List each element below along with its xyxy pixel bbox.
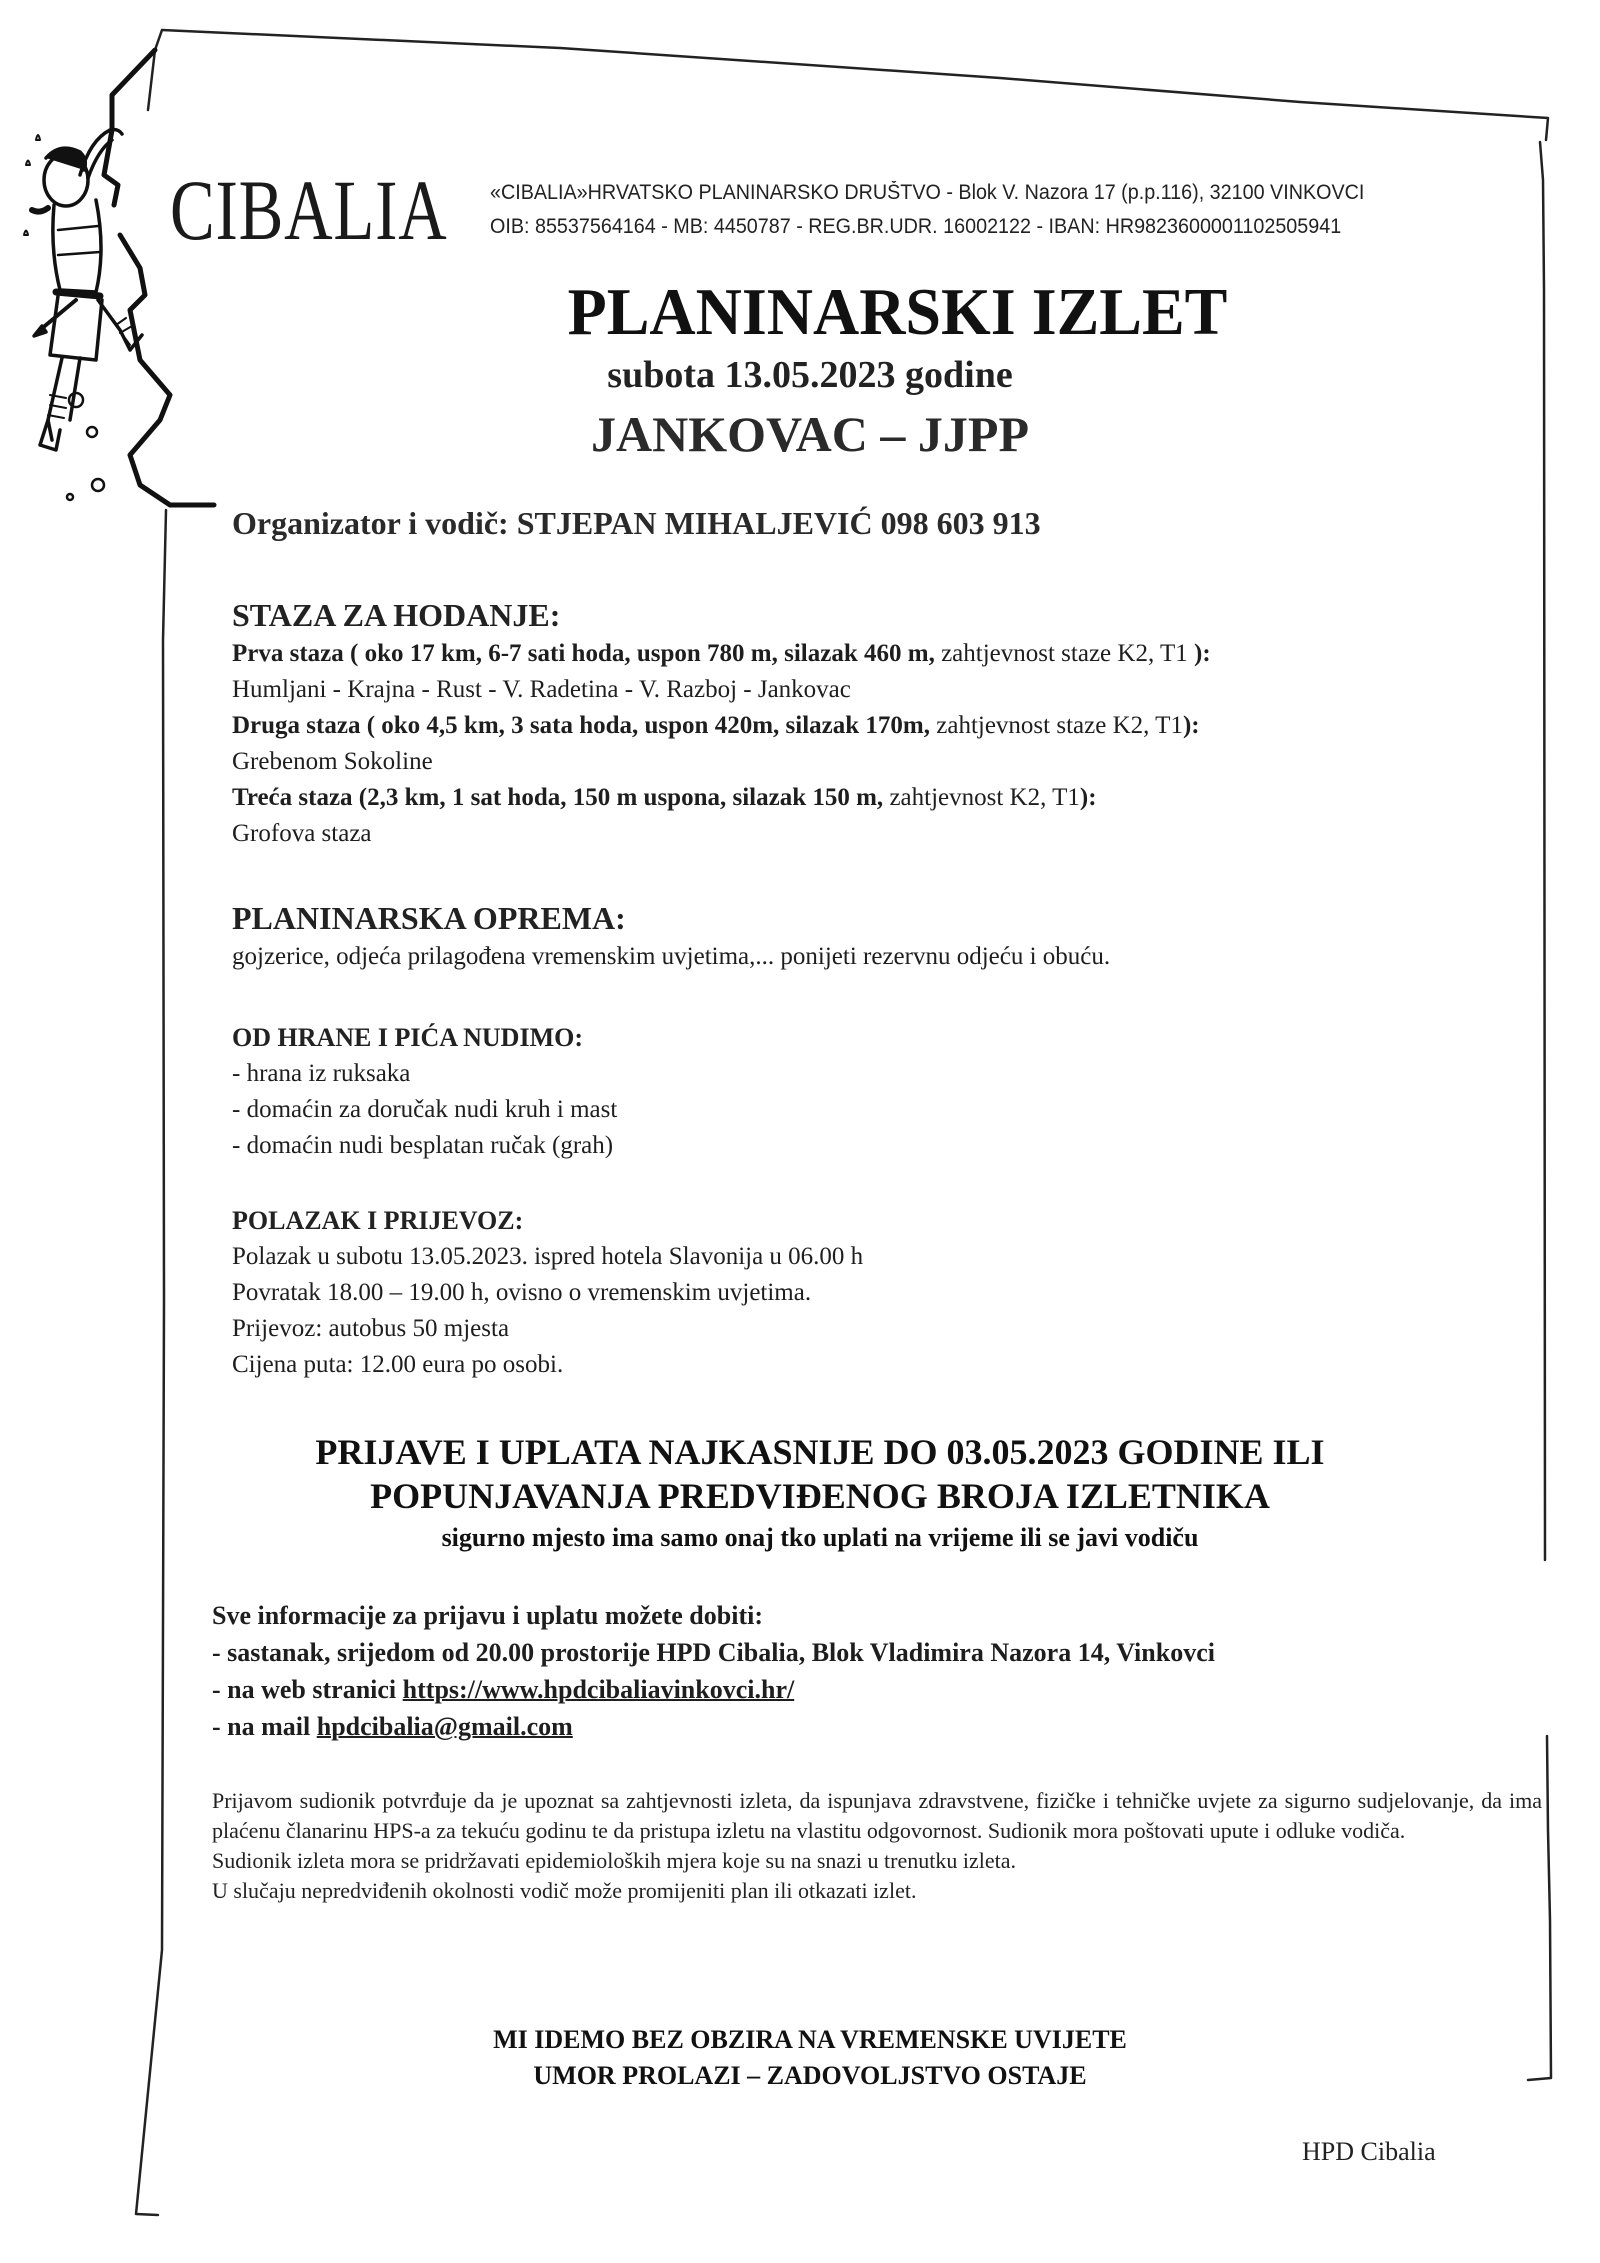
info-meeting: - sastanak, srijedom od 20.00 prostorije HPD Cibalia, Blok Vladimira Nazora 14, Vinkovci: [212, 1638, 1215, 1667]
disclaimer-changes: U slučaju nepredviđenih okolnosti vodič može promijeniti plan ili otkazati izlet.: [212, 1878, 917, 1903]
event-destination: JANKOVAC – JJPP: [591, 406, 1029, 462]
routes-section: [232, 594, 1552, 852]
deadline-note: sigurno mjesto ima samo onaj tko uplati na vrijeme ili se javi vodiču: [441, 1523, 1199, 1552]
route-details: Prva staza ( oko 17 km, 6-7 sati hoda, uspon 780 m, silazak 460 m,: [232, 640, 935, 667]
food-item: - hrana iz ruksaka: [232, 1060, 411, 1087]
motto-line-1: MI IDEMO BEZ OBZIRA NA VREMENSKE UVIJETE: [493, 2025, 1127, 2054]
event-date: subota 13.05.2023 godine: [607, 354, 1013, 396]
equipment-section: [232, 897, 1552, 975]
departure-heading: POLAZAK I PRIJEVOZ:: [232, 1206, 524, 1235]
route-end: ):: [1182, 712, 1200, 739]
price-line: Cijena puta: 12.00 eura po osobi.: [232, 1351, 564, 1378]
transport-line: Prijevoz: autobus 50 mjesta: [232, 1315, 510, 1342]
closing-motto: [400, 2022, 1220, 2094]
route-end: ):: [1194, 640, 1211, 667]
route-difficulty: zahtjevnost K2, T1: [883, 784, 1080, 811]
info-intro: Sve informacije za prijavu i uplatu možete dobiti:: [212, 1601, 763, 1630]
frame-top-edge: [162, 30, 1548, 140]
website-link[interactable]: https://www.hpdcibaliavinkovci.hr/: [402, 1675, 795, 1704]
food-item: - domaćin za doručak nudi kruh i mast: [232, 1096, 618, 1123]
route-end: ):: [1079, 784, 1097, 811]
signature: HPD Cibalia: [1302, 2137, 1436, 2166]
disclaimer-paragraph: Prijavom sudionik potvrđuje da je upoznat sa zahtjevnosti izleta, da ispunjava zdravstvene, fizičke i tehničke uvjete za sigurno sudjelovanje, da ima plaćenu članarinu HPS-a za tekuću godinu te da pristupa izletu na vlastitu odgovornost. Sudionik mora poštovati upute i odluke vodiča.: [212, 1788, 1542, 1843]
routes-heading: STAZA ZA HODANJE:: [232, 597, 561, 633]
info-web: [212, 1671, 1532, 1708]
frame-left-edge: [136, 510, 166, 2215]
motto-line-2: UMOR PROLAZI – ZADOVOLJSTVO OSTAJE: [533, 2061, 1087, 2090]
deadline-line-2: POPUNJAVANJA PREDVIĐENOG BROJA IZLETNIKA: [370, 1476, 1270, 1516]
route-path: Grofova staza: [232, 820, 372, 847]
equipment-heading: PLANINARSKA OPREMA:: [232, 900, 626, 936]
disclaimer-epidemiology: Sudionik izleta mora se pridržavati epidemioloških mjera koje su na snazi u trenutku izleta.: [212, 1848, 1016, 1873]
org-address: «CIBALIA»HRVATSKO PLANINARSKO DRUŠTVO - Blok V. Nazora 17 (p.p.116), 32100 VINKOVCI: [490, 181, 1365, 204]
departure-section: [232, 1203, 1552, 1383]
route-item: [232, 708, 1552, 744]
food-item: - domaćin nudi besplatan ručak (grah): [232, 1132, 614, 1159]
email-link[interactable]: hpdcibalia@gmail.com: [316, 1712, 573, 1741]
event-title: PLANINARSKI IZLET: [567, 274, 1228, 349]
route-details: Treća staza (2,3 km, 1 sat hoda, 150 m uspona, silazak 150 m,: [232, 784, 884, 811]
deadline-line-1: PRIJAVE I UPLATA NAJKASNIJE DO 03.05.2023 GODINE ILI: [315, 1432, 1325, 1472]
route-item: [232, 636, 1552, 672]
org-ids: OIB: 85537564164 - MB: 4450787 - REG.BR.UDR. 16002122 - IBAN: HR9823600001102505941: [490, 215, 1342, 238]
route-path: Humljani - Krajna - Rust - V. Radetina - V. Razboj - Jankovac: [232, 676, 851, 703]
info-section: [212, 1597, 1532, 1745]
return-line: Povratak 18.00 – 19.00 h, ovisno o vremenskim uvjetima.: [232, 1279, 812, 1306]
info-mail: [212, 1708, 1532, 1745]
registration-deadline: [220, 1430, 1420, 1558]
route-difficulty: zahtjevnost staze K2, T1: [934, 640, 1195, 667]
organization-info: [490, 176, 1477, 244]
route-item: [232, 780, 1552, 816]
info-web-prefix: - na web stranici: [212, 1675, 403, 1704]
logo-text: CIBALIA: [170, 162, 448, 258]
route-path: Grebenom Sokoline: [232, 748, 433, 775]
disclaimer-section: [212, 1786, 1542, 1906]
food-heading: OD HRANE I PIĆA NUDIMO:: [232, 1023, 583, 1052]
food-section: [232, 1020, 1552, 1164]
route-details: Druga staza ( oko 4,5 km, 3 sata hoda, uspon 420m, silazak 170m,: [232, 712, 930, 739]
organizer-line: Organizator i vodič: STJEPAN MIHALJEVIĆ 098 603 913: [232, 505, 1041, 541]
info-mail-prefix: - na mail: [212, 1712, 317, 1741]
frame-left-top: [148, 30, 162, 110]
route-difficulty: zahtjevnost staze K2, T1: [930, 712, 1183, 739]
departure-line: Polazak u subotu 13.05.2023. ispred hotela Slavonija u 06.00 h: [232, 1243, 864, 1270]
equipment-text: gojzerice, odjeća prilagođena vremenskim uvjetima,... ponijeti rezervnu odjeću i obuću.: [232, 943, 1111, 970]
